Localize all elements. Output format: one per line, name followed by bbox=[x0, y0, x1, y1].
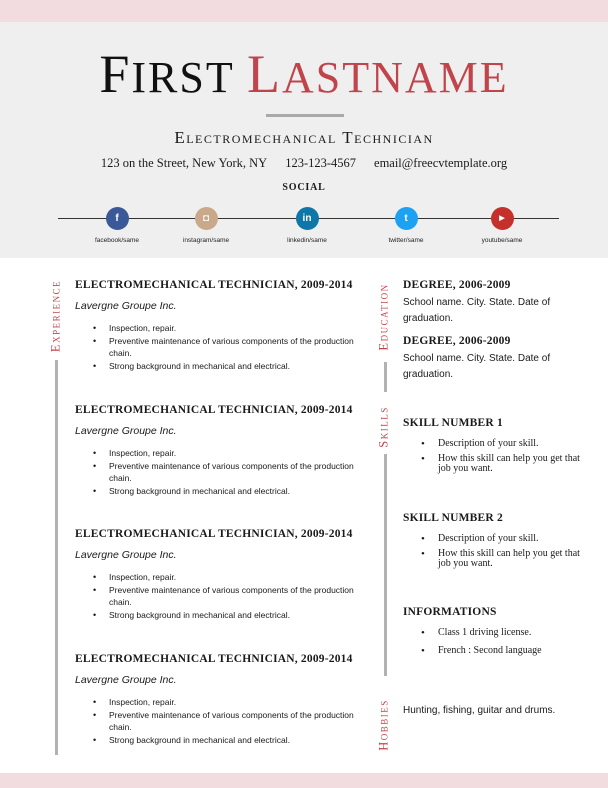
list-item: • How this skill can help you get that job you want. bbox=[438, 549, 593, 569]
skills-rule bbox=[384, 454, 387, 676]
social-label: twitter/same bbox=[388, 237, 424, 244]
degree-details: School name. City. State. Date of graduation. bbox=[403, 353, 551, 380]
experience-entry bbox=[75, 404, 360, 497]
list-item: • Preventive maintenance of various components of the production chain. bbox=[109, 335, 360, 360]
list-item: • French : Second language bbox=[438, 646, 593, 656]
informations-list bbox=[403, 628, 593, 656]
skill-title: SKILL NUMBER 2 bbox=[403, 512, 503, 524]
job-entry-company: Lavergne Groupe Inc. bbox=[75, 425, 177, 437]
phone: 123-123-4567 bbox=[285, 156, 357, 170]
job-entry-company: Lavergne Groupe Inc. bbox=[75, 674, 177, 686]
list-item: • Description of your skill. bbox=[438, 534, 593, 544]
bottom-band bbox=[0, 773, 608, 788]
education-entry bbox=[403, 279, 593, 327]
list-item: • Preventive maintenance of various components of the production chain. bbox=[109, 460, 360, 485]
name-divider bbox=[266, 114, 344, 117]
social-facebook[interactable] bbox=[67, 207, 167, 244]
degree-title: DEGREE, 2006-2009 bbox=[403, 335, 511, 347]
social-instagram[interactable] bbox=[156, 207, 256, 244]
social-label: instagram/same bbox=[182, 237, 230, 244]
youtube-icon[interactable]: ▶ bbox=[491, 207, 514, 230]
informations-block bbox=[403, 606, 593, 664]
address: 123 on the Street, New York, NY bbox=[100, 156, 268, 170]
top-band bbox=[0, 0, 608, 22]
education-rule bbox=[384, 362, 387, 392]
education-entry bbox=[403, 335, 593, 383]
skill-details bbox=[403, 534, 593, 569]
twitter-icon[interactable]: t bbox=[395, 207, 418, 230]
job-entry-title: ELECTROMECHANICAL TECHNICIAN, 2009-2014 bbox=[75, 279, 353, 291]
linkedin-icon[interactable]: in bbox=[296, 207, 319, 230]
skill-entry bbox=[403, 417, 593, 479]
job-title: Electromechanical Technician bbox=[174, 128, 434, 147]
list-item: • How this skill can help you get that job you want. bbox=[438, 454, 593, 474]
email[interactable]: email@freecvtemplate.org bbox=[374, 156, 508, 170]
full-name bbox=[0, 44, 608, 104]
hobbies-block bbox=[403, 703, 593, 719]
job-entry-duties bbox=[75, 322, 360, 372]
job-entry-title: ELECTROMECHANICAL TECHNICIAN, 2009-2014 bbox=[75, 404, 353, 416]
job-entry-duties bbox=[75, 571, 360, 621]
job-entry-duties bbox=[75, 447, 360, 497]
social-label: linkedin/same bbox=[287, 237, 327, 244]
first-name: FIRST bbox=[99, 44, 234, 104]
list-item: • Preventive maintenance of various components of the production chain. bbox=[109, 584, 360, 609]
degree-details: School name. City. State. Date of graduation. bbox=[403, 297, 551, 324]
contact-line bbox=[0, 156, 608, 171]
degree-title: DEGREE, 2006-2009 bbox=[403, 279, 511, 291]
social-linkedin[interactable] bbox=[257, 207, 357, 244]
list-item: • Preventive maintenance of various components of the production chain. bbox=[109, 709, 360, 734]
list-item: • Strong background in mechanical and electrical. bbox=[109, 609, 360, 622]
social-twitter[interactable] bbox=[356, 207, 456, 244]
list-item: • Class 1 driving license. bbox=[438, 628, 593, 638]
list-item: • Inspection, repair. bbox=[109, 571, 360, 584]
experience-entry bbox=[75, 528, 360, 621]
job-entry-duties bbox=[75, 696, 360, 746]
list-item: • Inspection, repair. bbox=[109, 322, 360, 335]
list-item: • Strong background in mechanical and electrical. bbox=[109, 485, 360, 498]
skill-title: SKILL NUMBER 1 bbox=[403, 417, 503, 429]
resume-header bbox=[0, 22, 608, 258]
job-entry-company: Lavergne Groupe Inc. bbox=[75, 300, 177, 312]
skill-details bbox=[403, 439, 593, 474]
list-item: • Inspection, repair. bbox=[109, 447, 360, 460]
list-item: • Strong background in mechanical and electrical. bbox=[109, 360, 360, 373]
instagram-icon[interactable]: ◘ bbox=[195, 207, 218, 230]
last-name: LASTNAME bbox=[246, 44, 509, 104]
list-item: • Description of your skill. bbox=[438, 439, 593, 449]
social-heading: SOCIAL bbox=[282, 182, 326, 193]
social-youtube[interactable] bbox=[452, 207, 552, 244]
job-entry-title: ELECTROMECHANICAL TECHNICIAN, 2009-2014 bbox=[75, 653, 353, 665]
experience-rule bbox=[55, 360, 58, 755]
job-entry-company: Lavergne Groupe Inc. bbox=[75, 549, 177, 561]
job-entry-title: ELECTROMECHANICAL TECHNICIAN, 2009-2014 bbox=[75, 528, 353, 540]
experience-entry bbox=[75, 279, 360, 372]
informations-title: INFORMATIONS bbox=[403, 606, 497, 618]
social-label: facebook/same bbox=[94, 237, 140, 244]
list-item: • Inspection, repair. bbox=[109, 696, 360, 709]
hobbies-text: Hunting, fishing, guitar and drums. bbox=[403, 705, 556, 716]
social-label: youtube/same bbox=[481, 237, 523, 244]
facebook-icon[interactable]: f bbox=[106, 207, 129, 230]
experience-entry bbox=[75, 653, 360, 746]
list-item: • Strong background in mechanical and electrical. bbox=[109, 734, 360, 747]
skill-entry bbox=[403, 512, 593, 574]
